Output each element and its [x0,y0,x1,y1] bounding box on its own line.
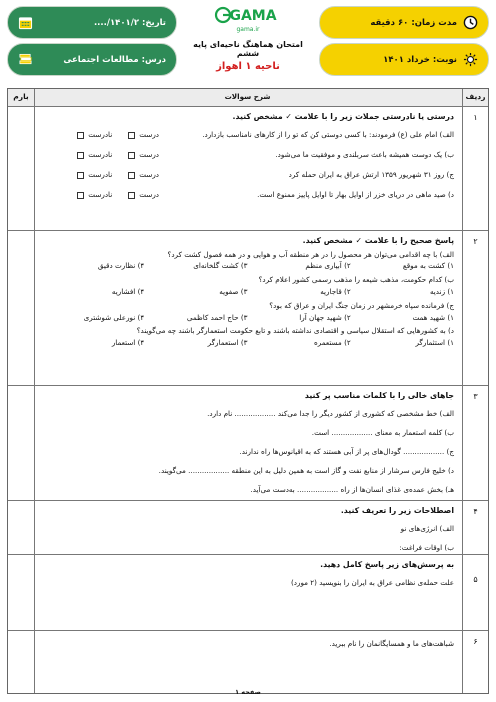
mcq-question: ج) فرمانده سپاه خرمشهر در زمان جنگ ایران و عراق که بود؟ [269,300,454,310]
tf-item [41,146,454,166]
true-label: درست [139,150,159,160]
tf-options [41,130,159,141]
question-body [35,555,462,630]
tf-item [41,126,454,146]
false-checkbox[interactable] [77,172,84,179]
mcq-part [41,275,454,301]
true-checkbox[interactable] [128,152,135,159]
mcq-question: ب) کدام حکومت، مذهب شیعه را مذهب رسمی کشور اعلام کرد؟ [258,275,454,285]
mcq-option[interactable]: ۳) صفویه [219,287,248,297]
fill-blank-item: ج) .................. گودال‌های پر از آبی هستند که به اقیانوس‌ها راه ندارند. [239,446,454,456]
tf-item-text: ج) روز ۳۱ شهریور ۱۳۵۹ ارتش عراق به ایران حمله کرد [288,170,454,180]
tf-item-text: د) صید ماهی در دریای خزر از اوایل بهار تا اوایل پاییز ممنوع است. [257,190,454,200]
question-body [35,386,462,500]
question-number: ۴ [462,501,488,554]
col-desc-header: شرح سوالات [224,92,271,101]
tf-options [41,190,159,201]
date-box [7,6,177,39]
answer-item: علت حمله‌ی نظامی عراق به ایران را بنویسید (۲ مورد) [290,577,454,587]
tf-item-text: الف) امام علی (ع) فرمودند: با کسی دوستی کن که تو را از کارهای نامناسب بازدارد. [202,130,454,140]
mcq-option[interactable]: ۳) کشت گلخانه‌ای [193,261,248,271]
question-row-1 [8,107,488,231]
mcq-options [41,312,454,327]
shift-value: خرداد ۱۴۰۱ [383,54,430,65]
subject-label: درس: [141,54,166,65]
mcq-option[interactable]: ۲) شهید جهان آرا [299,312,351,322]
questions-table [7,88,489,694]
shift-label: نوبت: [432,54,457,65]
question-score [8,231,35,385]
subject-box [7,43,177,76]
tf-options [41,170,159,181]
mcq-option[interactable]: ۱) استثمارگر [415,338,454,348]
mcq-part [41,326,454,352]
exam-title-block [182,4,314,78]
mcq-option[interactable]: ۱) زندیه [429,287,454,297]
question-row-3 [8,386,488,501]
question-title: جاهای خالی را با کلمات مناسب پر کنید [304,391,454,400]
question-body [35,631,462,693]
question-score [8,631,35,693]
mcq-option[interactable]: ۳) حاج احمد کاظمی [186,312,248,322]
col-num-header: ردیف [462,89,488,106]
mcq-option[interactable]: ۴) نظارت دقیق [97,261,145,271]
region-title: ناحیه ۱ اهواز [216,61,280,72]
mcq-option[interactable]: ۴) نورعلی شوشتری [83,312,145,322]
true-label: درست [139,190,159,200]
subject-value: مطالعات اجتماعی [63,54,139,65]
question-row-6 [8,631,488,693]
false-label: نادرست [88,170,113,180]
tf-item [41,186,454,206]
mcq-option[interactable]: ۲) آبیاری منظم [305,261,351,271]
duration-box [319,6,489,39]
fill-blank-item: د) خلیج فارس سرشار از منابع نفت و گاز است به همین دلیل به این منطقه .................. می‌گویند. [158,465,454,475]
mcq-options [41,286,454,301]
shift-box [319,43,489,76]
tf-item-text: ب) یک دوست همیشه باعث سربلندی و موفقیت ما می‌شود. [275,150,454,160]
question-number: ۱ [462,107,488,230]
true-label: درست [139,170,159,180]
fill-blank-item: ب) کلمه استعمار به معنای .................. است. [311,427,454,437]
exam-title: امتحان هماهنگ ناحیه‌ای پایه ششم [193,40,303,58]
false-checkbox[interactable] [77,192,84,199]
true-checkbox[interactable] [128,132,135,139]
exam-header [7,4,489,78]
calendar-icon [18,15,33,30]
mcq-option[interactable]: ۲) مستعمره [314,338,351,348]
tf-item [41,166,454,186]
mcq-part [41,250,454,276]
question-title: پاسخ صحیح را با علامت ✓ مشخص کنید. [302,236,454,245]
mcq-question: د) به کشورهایی که استقلال سیاسی و اقتصادی نداشته باشند و تابع حکومت استعمارگر باشند چه می‌گویند؟ [136,326,454,336]
mcq-question: الف) با چه اقدامی می‌توان هر محصول را در هر منطقه آب و هوایی و در همه فصول کشت کرد؟ [167,249,454,259]
mcq-options [41,260,454,275]
mcq-option[interactable]: ۴) استعمار [111,338,145,348]
books-icon [18,52,33,67]
mcq-option[interactable]: ۳) استعمارگر [207,338,248,348]
answer-item: شباهت‌های ما و همسایگانمان را نام ببرید. [329,639,454,649]
table-header-row [8,89,488,107]
question-number: ۲ [462,231,488,385]
question-number: ۳ [462,386,488,500]
fill-blank-item: هـ) بخش عمده‌ی غذای انسان‌ها از راه .................. به‌دست می‌آید. [250,484,454,494]
gama-logo-mark [213,6,283,24]
false-label: نادرست [88,190,113,200]
false-label: نادرست [88,130,113,140]
question-score [8,107,35,230]
mcq-option[interactable]: ۱) کشت به موقع [402,261,454,271]
question-title: اصطلاحات زیر را تعریف کنید. [340,506,454,515]
duration-label: مدت زمان: [411,17,457,28]
definition-item: ب) اوقات فراغت: [399,542,454,552]
question-row-5 [8,555,488,631]
mcq-option[interactable]: ۱) شهید همت [412,312,454,322]
mcq-option[interactable]: ۲) قاجاریه [320,287,351,297]
true-label: درست [139,130,159,140]
question-score [8,501,35,554]
question-title: درستی یا نادرستی جملات زیر را با علامت ✓ مشخص کنید. [232,112,454,121]
true-checkbox[interactable] [128,172,135,179]
tf-options [41,150,159,161]
col-score-header: بارم [8,89,35,106]
question-row-2 [8,231,488,386]
question-title: به پرسش‌های زیر پاسخ کامل دهید. [320,560,454,569]
mcq-option[interactable]: ۴) افشاریه [111,287,145,297]
question-body [35,231,462,385]
question-number: ۵ [462,555,488,630]
mcq-options [41,337,454,352]
date-value: ۱۴۰۱/۲/.... [93,17,140,28]
fill-blank-item: الف) خط مشخصی که کشوری از کشور دیگر را جدا می‌کند .................. نام دارد. [207,408,454,418]
question-score [8,386,35,500]
false-checkbox[interactable] [77,152,84,159]
clock-icon [463,15,478,30]
true-checkbox[interactable] [128,192,135,199]
false-label: نادرست [88,150,113,160]
question-number: ۶ [462,631,488,693]
logo-brand-text: GAMA [229,8,277,24]
sun-icon [463,52,478,67]
question-body [35,501,462,554]
page-number: صفحه ۱ [235,688,261,696]
mcq-part [41,301,454,327]
question-body [35,107,462,230]
question-score [8,555,35,630]
false-checkbox[interactable] [77,132,84,139]
gama-logo [213,6,283,36]
duration-value: ۶۰ دقیقه [370,17,409,28]
date-label: تاریخ: [142,17,166,28]
definition-item: الف) انرژی‌های نو [400,523,454,533]
question-row-4 [8,501,488,555]
logo-site: gama.ir [236,26,260,33]
